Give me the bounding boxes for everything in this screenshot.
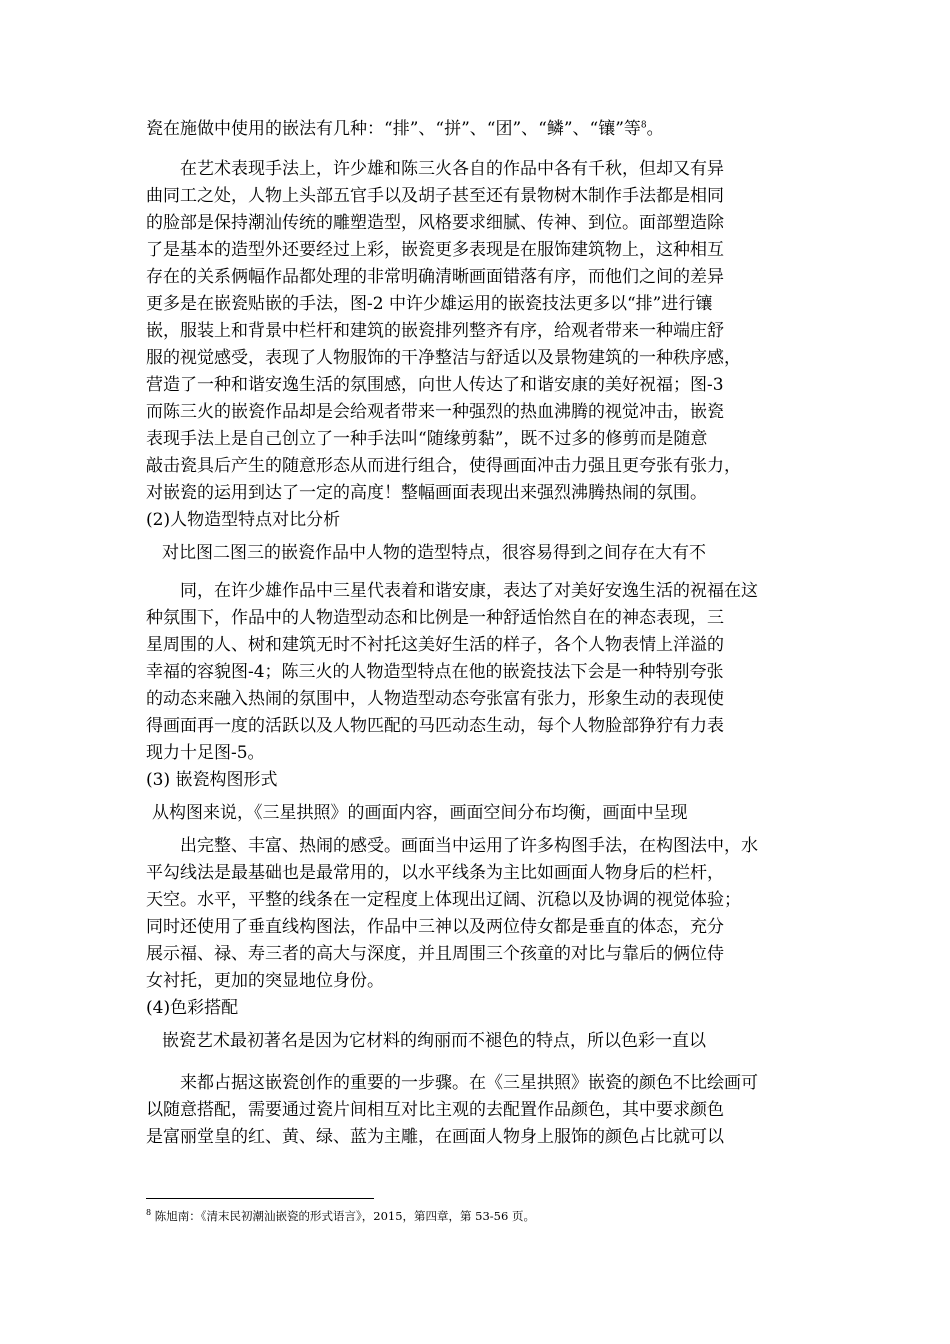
line-end-punct: 。 [646, 119, 664, 139]
body-line: (4)色彩搭配 [146, 998, 239, 1018]
body-line: 营造了一种和谐安逸生活的氛围感，向世人传达了和谐安康的美好祝福；图-3 [146, 375, 724, 395]
body-line: 得画面再一度的活跃以及人物匹配的马匹动态生动，每个人物脸部狰狞有力表 [146, 716, 724, 736]
paragraph-first-line: 来都占据这嵌瓷创作的重要的一步骤。在《三星拱照》嵌瓷的颜色不比绘画可 [180, 1073, 758, 1093]
body-line: 而陈三火的嵌瓷作品却是会给观者带来一种强烈的热血沸腾的视觉冲击，嵌瓷 [146, 402, 724, 422]
paragraph-first-line: 出完整、丰富、热闹的感受。画面当中运用了许多构图手法，在构图法中，水 [180, 836, 758, 856]
body-line: 嵌，服装上和背景中栏杆和建筑的嵌瓷排列整齐有序，给观者带来一种端庄舒 [146, 321, 724, 341]
footnote-text: 陈旭南：《清末民初潮汕嵌瓷的形式语言》，2015，第四章，第 53-56 页。 [151, 1209, 535, 1223]
body-line: 对嵌瓷的运用到达了一定的高度！整幅画面表现出来强烈沸腾热闹的氛围。 [146, 483, 707, 503]
body-line: 敲击瓷具后产生的随意形态从而进行组合，使得画面冲击力强且更夸张有张力， [146, 456, 741, 476]
section-heading: 对比图二图三的嵌瓷作品中人物的造型特点，很容易得到之间存在大有不 [162, 543, 706, 563]
footnote-mark: 8 [146, 1208, 152, 1218]
body-line: 星周围的人、树和建筑无时不衬托这美好生活的样子，各个人物表情上洋溢的 [146, 635, 724, 655]
body-line: 平勾线法是最基础也是最常用的，以水平线条为主比如画面人物身后的栏杆， [146, 863, 724, 883]
body-line: 展示福、禄、寿三者的高大与深度，并且周围三个孩童的对比与靠后的俩位侍 [146, 944, 724, 964]
body-line: 现力十足图-5。 [146, 743, 265, 763]
body-line: 表现手法上是自己创立了一种手法叫“随缘剪黏”，既不过多的修剪而是随意 [146, 429, 708, 449]
footnote [146, 1208, 535, 1224]
body-line [146, 116, 806, 143]
body-line: 天空。水平，平整的线条在一定程度上体现出辽阔、沉稳以及协调的视觉体验； [146, 890, 741, 910]
body-line: (3) 嵌瓷构图形式 [146, 770, 278, 790]
line-text: 瓷在施做中使用的嵌法有几种：“排”、“拼”、“团”、“鳞”、“镶”等 [146, 119, 641, 139]
body-line: 的脸部是保持潮汕传统的雕塑造型，风格要求细腻、传神、到位。面部塑造除 [146, 213, 724, 233]
section-heading: 从构图来说，《三星拱照》的画面内容，画面空间分布均衡，画面中呈现 [152, 803, 688, 823]
body-line: 存在的关系俩幅作品都处理的非常明确清晰画面错落有序，而他们之间的差异 [146, 267, 724, 287]
body-line: 同时还使用了垂直线构图法，作品中三神以及两位侍女都是垂直的体态，充分 [146, 917, 724, 937]
body-line: 女衬托，更加的突显地位身份。 [146, 971, 384, 991]
paragraph-first-line: 在艺术表现手法上，许少雄和陈三火各自的作品中各有千秋，但却又有异 [180, 159, 724, 179]
body-line: 曲同工之处，人物上头部五官手以及胡子甚至还有景物树木制作手法都是相同 [146, 186, 724, 206]
body-line: 以随意搭配，需要通过瓷片间相互对比主观的去配置作品颜色，其中要求颜色 [146, 1100, 724, 1120]
paragraph-first-line: 同，在许少雄作品中三星代表着和谐安康，表达了对美好安逸生活的祝福在这 [180, 581, 758, 601]
body-line: 是富丽堂皇的红、黄、绿、蓝为主雕，在画面人物身上服饰的颜色占比就可以 [146, 1127, 724, 1147]
body-line: 种氛围下，作品中的人物造型动态和比例是一种舒适怡然自在的神态表现，三 [146, 608, 724, 628]
body-line: 幸福的容貌图-4；陈三火的人物造型特点在他的嵌瓷技法下会是一种特别夸张 [146, 662, 724, 682]
footnote-reference[interactable]: 8 [640, 120, 647, 131]
body-line: 更多是在嵌瓷贴嵌的手法，图-2 中许少雄运用的嵌瓷技法更多以“排”进行镶 [146, 294, 713, 314]
body-line: 的动态来融入热闹的氛围中，人物造型动态夸张富有张力，形象生动的表现使 [146, 689, 724, 709]
body-line: 服的视觉感受，表现了人物服饰的干净整洁与舒适以及景物建筑的一种秩序感， [146, 348, 741, 368]
body-line: (2)人物造型特点对比分析 [146, 510, 341, 530]
footnote-separator [146, 1198, 374, 1199]
section-heading: 嵌瓷艺术最初著名是因为它材料的绚丽而不褪色的特点，所以色彩一直以 [162, 1031, 706, 1051]
body-line: 了是基本的造型外还要经过上彩，嵌瓷更多表现是在服饰建筑物上，这种相互 [146, 240, 724, 260]
